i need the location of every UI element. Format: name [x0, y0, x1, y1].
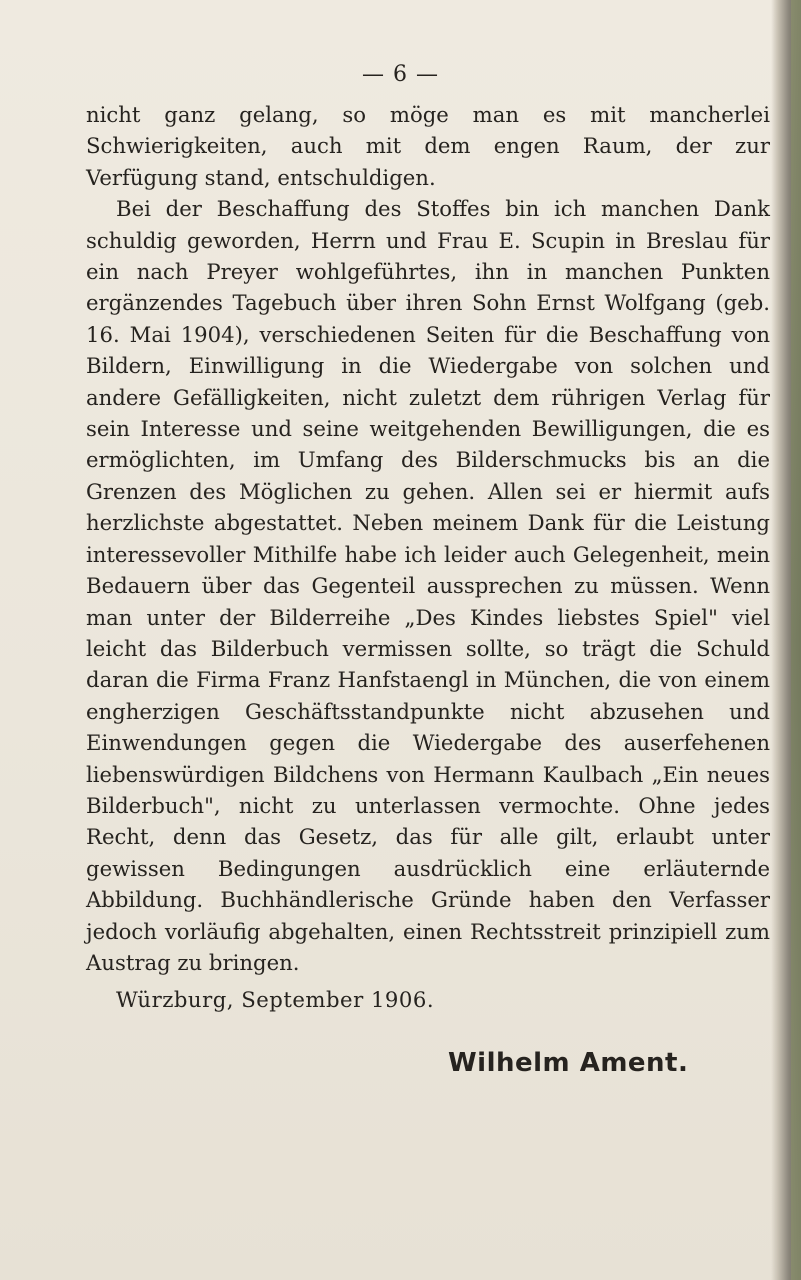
page-edge-shadow [771, 0, 801, 1280]
page-number: — 6 — [362, 62, 439, 87]
paragraph-acknowledgements: Bei der Beschaffung des Stoffes bin ich manchen Dank schuldig geworden, Herrn und Frau E. Scupin in Breslau für ein nach Preyer wohlgeführtes, ihn in manchen Punkten ergänzendes Tagebuch über ihren Sohn Ernst Wolfgang (geb. 16. Mai 1904), verschiedenen Seiten für die Beschaffung von Bildern, Einwilligung in die Wiedergabe von solchen und andere Gefälligkeiten, nicht zuletzt dem rührigen Verlag für sein Interesse und seine weitgehenden Bewilligungen, die es ermöglichten, im Umfang des Bilderschmucks bis an die Grenzen des Möglichen zu gehen. Allen sei er hiermit aufs herzlichste abgestattet. Neben meinem Dank für die Leistung interessevoller Mithilfe habe ich leider auch Gelegenheit, mein Bedauern über das Gegenteil aussprechen zu müssen. Wenn man unter der Bilderreihe „Des Kindes liebstes Spiel" viel leicht das Bilderbuch vermissen sollte, so trägt die Schuld daran die Firma Franz Hanfstaengl in München, die von einem engherzigen Geschäftsstandpunkte nicht abzusehen und Einwendungen gegen die Wiedergabe des auserfehenen liebenswürdigen Bildchens von Hermann Kaulbach „Ein neues Bilderbuch", nicht zu unterlassen vermochte. Ohne jedes Recht, denn das Gesetz, das für alle gilt, erlaubt unter gewissen Bedingungen ausdrücklich eine erläuternde Abbildung. Buchhändlerische Gründe haben den Verfasser jedoch vorläufig abgehalten, einen Rechtsstreit prinzipiell zum Austrag zu bringen. [86, 196, 770, 975]
paragraph-continuation: nicht ganz gelang, so möge man es mit mancherlei Schwierigkeiten, auch mit dem engen Raum, der zur Verfügung stand, entschuldigen. [86, 102, 770, 190]
dateline: Würzburg, September 1906. [116, 987, 435, 1013]
author-signature: Wilhelm Ament. [448, 1048, 689, 1078]
body-text [86, 99, 770, 1016]
